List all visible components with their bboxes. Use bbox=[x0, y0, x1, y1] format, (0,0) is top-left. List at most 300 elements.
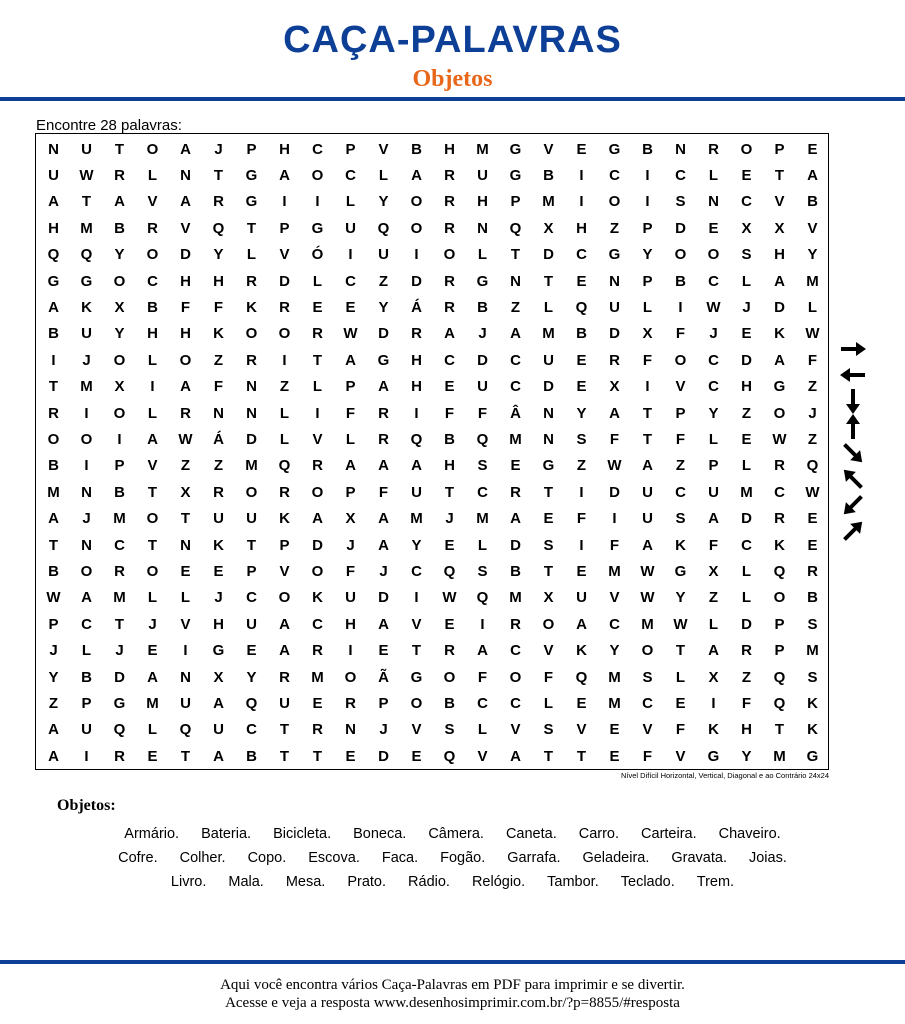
grid-cell: I bbox=[282, 193, 287, 211]
grid-cell: U bbox=[213, 721, 224, 739]
grid-cell: A bbox=[312, 510, 323, 528]
grid-cell: W bbox=[706, 299, 721, 317]
grid-cell: H bbox=[444, 457, 455, 475]
grid-cell: L bbox=[543, 299, 554, 317]
grid-cell: V bbox=[180, 219, 191, 237]
grid-cell: O bbox=[542, 615, 555, 633]
grid-cell: A bbox=[114, 193, 125, 211]
grid-cell: L bbox=[81, 642, 92, 660]
grid-cell: O bbox=[245, 483, 258, 501]
grid-cell: A bbox=[378, 457, 389, 475]
grid-cell: B bbox=[114, 219, 125, 237]
word-list-item: Teclado. bbox=[620, 874, 675, 890]
grid-cell: G bbox=[608, 246, 621, 264]
grid-cell: A bbox=[576, 615, 587, 633]
grid-cell: T bbox=[147, 536, 158, 554]
grid-cell: L bbox=[741, 272, 752, 290]
grid-cell: R bbox=[378, 404, 389, 422]
grid-cell: I bbox=[348, 642, 353, 660]
grid-cell: R bbox=[180, 404, 191, 422]
grid-cell: M bbox=[113, 510, 126, 528]
grid-cell: A bbox=[378, 510, 389, 528]
grid-cell: L bbox=[741, 589, 752, 607]
grid-cell: T bbox=[774, 167, 785, 185]
grid-cell: Q bbox=[509, 219, 522, 237]
grid-cell: B bbox=[642, 140, 653, 158]
grid-cell: I bbox=[645, 193, 650, 211]
grid-cell: M bbox=[476, 510, 489, 528]
grid-cell: G bbox=[212, 642, 225, 660]
grid-cell: K bbox=[213, 325, 224, 343]
word-list-item: Bateria. bbox=[201, 826, 252, 842]
grid-cell: E bbox=[741, 167, 752, 185]
grid-cell: L bbox=[708, 167, 719, 185]
grid-cell: L bbox=[477, 721, 488, 739]
grid-cell: L bbox=[147, 589, 158, 607]
grid-cell: O bbox=[509, 668, 522, 686]
grid-cell: S bbox=[477, 562, 488, 580]
grid-cell: H bbox=[477, 193, 488, 211]
grid-cell: O bbox=[410, 193, 423, 211]
grid-cell: T bbox=[213, 167, 224, 185]
grid-cell: U bbox=[378, 246, 389, 264]
grid-cell: A bbox=[279, 167, 290, 185]
grid-cell: V bbox=[642, 721, 653, 739]
grid-cell: R bbox=[444, 299, 455, 317]
grid-cell: J bbox=[115, 642, 124, 660]
grid-cell: R bbox=[279, 299, 290, 317]
grid-cell: H bbox=[741, 378, 752, 396]
grid-cell: E bbox=[510, 457, 521, 475]
grid-cell: O bbox=[641, 642, 654, 660]
grid-cell: Q bbox=[476, 589, 489, 607]
grid-cell: S bbox=[477, 457, 488, 475]
grid-cell: M bbox=[806, 272, 819, 290]
grid-cell: E bbox=[741, 325, 752, 343]
grid-cell: G bbox=[80, 272, 93, 290]
grid-cell: G bbox=[674, 562, 687, 580]
grid-cell: F bbox=[477, 668, 488, 686]
grid-cell: M bbox=[608, 694, 621, 712]
grid-cell: E bbox=[609, 721, 620, 739]
grid-cell: M bbox=[146, 694, 159, 712]
grid-cell: P bbox=[510, 193, 521, 211]
up-arrow-icon bbox=[836, 414, 870, 440]
grid-cell: R bbox=[741, 642, 752, 660]
word-list-row bbox=[30, 822, 875, 846]
grid-cell: N bbox=[246, 404, 257, 422]
grid-cell: U bbox=[477, 167, 488, 185]
grid-cell: X bbox=[543, 219, 554, 237]
grid-cell: O bbox=[146, 562, 159, 580]
footer bbox=[0, 976, 905, 1012]
grid-cell: T bbox=[444, 483, 455, 501]
grid-cell: O bbox=[146, 140, 159, 158]
grid-cell: I bbox=[117, 430, 122, 448]
grid-cell: X bbox=[741, 219, 752, 237]
grid-cell: E bbox=[411, 747, 422, 765]
grid-cell: P bbox=[774, 615, 785, 633]
grid-cell: I bbox=[84, 747, 89, 765]
grid-cell: B bbox=[48, 562, 59, 580]
grid-cell: Y bbox=[807, 246, 818, 264]
grid-cell: M bbox=[47, 483, 60, 501]
grid-cell: M bbox=[113, 589, 126, 607]
grid-cell: A bbox=[48, 299, 59, 317]
word-list-item: Geladeira. bbox=[582, 850, 650, 866]
grid-cell: G bbox=[245, 167, 258, 185]
grid-cell: E bbox=[675, 694, 686, 712]
grid-cell: U bbox=[246, 510, 257, 528]
grid-cell: K bbox=[81, 299, 92, 317]
grid-cell: C bbox=[609, 167, 620, 185]
word-list-item: Cofre. bbox=[118, 850, 158, 866]
grid-cell: D bbox=[543, 378, 554, 396]
grid-cell: G bbox=[113, 694, 126, 712]
grid-cell: E bbox=[741, 430, 752, 448]
up-right-arrow-icon bbox=[836, 518, 870, 544]
grid-cell: L bbox=[708, 615, 719, 633]
grid-cell: F bbox=[576, 510, 587, 528]
grid-cell: Y bbox=[411, 536, 422, 554]
grid-cell: L bbox=[180, 589, 191, 607]
grid-cell: K bbox=[807, 694, 818, 712]
grid-cell: D bbox=[741, 510, 752, 528]
grid-cell: U bbox=[213, 510, 224, 528]
grid-cell: W bbox=[673, 615, 688, 633]
grid-cell: B bbox=[576, 325, 587, 343]
grid-cell: Q bbox=[806, 457, 819, 475]
grid-cell: R bbox=[312, 325, 323, 343]
grid-cell: J bbox=[478, 325, 487, 343]
grid-cell: U bbox=[279, 694, 290, 712]
grid-cell: O bbox=[245, 325, 258, 343]
grid-cell: L bbox=[708, 430, 719, 448]
grid-cell: D bbox=[609, 483, 620, 501]
grid-cell: I bbox=[711, 694, 716, 712]
grid-cell: V bbox=[510, 721, 521, 739]
footer-line-2: Acesse e veja a resposta www.desenhosimprimir.com.br/?p=8855/#resposta bbox=[225, 995, 680, 1011]
grid-cell: K bbox=[213, 536, 224, 554]
grid-cell: S bbox=[444, 721, 455, 739]
grid-cell: Y bbox=[378, 299, 389, 317]
grid-cell: O bbox=[674, 246, 687, 264]
grid-cell: A bbox=[708, 510, 719, 528]
grid-cell: P bbox=[279, 536, 290, 554]
grid-cell: F bbox=[741, 694, 752, 712]
word-list-item: Faca. bbox=[381, 850, 419, 866]
grid-cell: C bbox=[510, 351, 521, 369]
grid-cell: Z bbox=[807, 430, 818, 448]
grid-cell: A bbox=[378, 615, 389, 633]
grid-cell: I bbox=[84, 404, 89, 422]
grid-cell: D bbox=[741, 351, 752, 369]
grid-cell: Q bbox=[476, 430, 489, 448]
grid-cell: N bbox=[477, 219, 488, 237]
grid-cell: O bbox=[707, 246, 720, 264]
grid-cell: P bbox=[708, 457, 719, 475]
grid-cell: U bbox=[48, 167, 59, 185]
grid-cell: O bbox=[113, 272, 126, 290]
down-arrow-icon bbox=[836, 388, 870, 414]
grid-cell: H bbox=[213, 272, 224, 290]
instruction-text: Encontre 28 palavras: bbox=[36, 117, 182, 134]
grid-cell: K bbox=[807, 721, 818, 739]
word-list-row bbox=[30, 870, 875, 894]
grid-cell: A bbox=[774, 272, 785, 290]
grid-cell: P bbox=[642, 219, 653, 237]
grid-cell: W bbox=[805, 325, 820, 343]
grid-cell: O bbox=[278, 589, 291, 607]
grid-cell: T bbox=[510, 246, 521, 264]
grid-cell: E bbox=[576, 272, 587, 290]
grid-cell: W bbox=[79, 167, 94, 185]
grid-cell: A bbox=[444, 325, 455, 343]
grid-cell: B bbox=[48, 457, 59, 475]
grid-cell: W bbox=[640, 562, 655, 580]
grid-cell: A bbox=[642, 457, 653, 475]
grid-cell: M bbox=[806, 642, 819, 660]
grid-cell: C bbox=[312, 615, 323, 633]
grid-cell: B bbox=[81, 668, 92, 686]
grid-cell: U bbox=[81, 721, 92, 739]
grid-cell: D bbox=[741, 615, 752, 633]
grid-cell: Ó bbox=[311, 246, 324, 264]
grid-cell: A bbox=[477, 642, 488, 660]
grid-cell: T bbox=[114, 615, 125, 633]
grid-cell: C bbox=[708, 378, 719, 396]
grid-cell: E bbox=[213, 562, 224, 580]
grid-cell: R bbox=[774, 457, 785, 475]
grid-cell: J bbox=[82, 351, 91, 369]
grid-cell: H bbox=[576, 219, 587, 237]
grid-cell: V bbox=[147, 193, 158, 211]
grid-cell: L bbox=[312, 378, 323, 396]
grid-cell: T bbox=[48, 378, 59, 396]
grid-cell: O bbox=[47, 430, 60, 448]
direction-legend bbox=[836, 336, 870, 544]
footer-line-1: Aqui você encontra vários Caça-Palavras em PDF para imprimir e se divertir. bbox=[220, 977, 685, 993]
grid-cell: R bbox=[807, 562, 818, 580]
word-list-item: Mala. bbox=[228, 874, 264, 890]
grid-cell: O bbox=[344, 668, 357, 686]
grid-cell: T bbox=[279, 721, 290, 739]
grid-cell: I bbox=[579, 536, 584, 554]
grid-cell: F bbox=[609, 430, 620, 448]
grid-cell: X bbox=[114, 378, 125, 396]
grid-cell: N bbox=[180, 668, 191, 686]
grid-cell: Á bbox=[213, 430, 224, 448]
grid-cell: V bbox=[147, 457, 158, 475]
grid-cell: D bbox=[477, 351, 488, 369]
grid-cell: Z bbox=[741, 668, 752, 686]
grid-cell: J bbox=[49, 642, 58, 660]
grid-cell: Ã bbox=[378, 668, 389, 686]
grid-cell: Q bbox=[773, 562, 786, 580]
grid-cell: X bbox=[708, 668, 719, 686]
grid-cell: A bbox=[510, 510, 521, 528]
grid-cell: M bbox=[476, 140, 489, 158]
grid-cell: D bbox=[543, 246, 554, 264]
grid-cell: R bbox=[444, 642, 455, 660]
grid-cell: L bbox=[246, 246, 257, 264]
grid-cell: I bbox=[678, 299, 683, 317]
grid-cell: E bbox=[576, 351, 587, 369]
grid-cell: O bbox=[410, 694, 423, 712]
grid-cell: A bbox=[510, 325, 521, 343]
grid-cell: V bbox=[279, 562, 290, 580]
grid-cell: A bbox=[345, 351, 356, 369]
grid-cell: C bbox=[477, 483, 488, 501]
grid-cell: V bbox=[675, 378, 686, 396]
grid-cell: G bbox=[806, 747, 819, 765]
grid-cell: Q bbox=[47, 246, 60, 264]
grid-cell: A bbox=[180, 378, 191, 396]
grid-cell: R bbox=[411, 325, 422, 343]
word-list-item: Fogão. bbox=[440, 850, 486, 866]
grid-cell: L bbox=[279, 404, 290, 422]
word-list-item: Rádio. bbox=[408, 874, 450, 890]
grid-cell: E bbox=[345, 299, 356, 317]
grid-cell: W bbox=[46, 589, 61, 607]
grid-cell: M bbox=[608, 668, 621, 686]
grid-cell: J bbox=[82, 510, 91, 528]
grid-cell: N bbox=[708, 193, 719, 211]
word-list bbox=[30, 822, 875, 894]
grid-cell: O bbox=[179, 351, 192, 369]
grid-cell: H bbox=[213, 615, 224, 633]
grid-cell: F bbox=[213, 378, 224, 396]
grid-cell: O bbox=[773, 404, 786, 422]
grid-cell: U bbox=[708, 483, 719, 501]
word-list-item: Câmera. bbox=[428, 826, 484, 842]
grid-cell: X bbox=[114, 299, 125, 317]
grid-cell: N bbox=[345, 721, 356, 739]
grid-cell: N bbox=[543, 404, 554, 422]
word-list-item: Carro. bbox=[578, 826, 620, 842]
grid-cell: P bbox=[345, 140, 356, 158]
grid-cell: P bbox=[114, 457, 125, 475]
grid-cell: Y bbox=[114, 246, 125, 264]
grid-cell: X bbox=[180, 483, 191, 501]
grid-cell: L bbox=[807, 299, 818, 317]
grid-cell: D bbox=[378, 325, 389, 343]
down-right-arrow-icon bbox=[836, 440, 870, 466]
grid-cell: P bbox=[345, 378, 356, 396]
grid-cell: R bbox=[114, 562, 125, 580]
grid-cell: J bbox=[346, 536, 355, 554]
grid-cell: Z bbox=[180, 457, 191, 475]
grid-cell: G bbox=[410, 668, 423, 686]
grid-cell: B bbox=[114, 483, 125, 501]
grid-cell: G bbox=[542, 457, 555, 475]
grid-cell: L bbox=[477, 246, 488, 264]
grid-cell: R bbox=[147, 219, 158, 237]
grid-cell: E bbox=[807, 536, 818, 554]
grid-cell: T bbox=[642, 404, 653, 422]
grid-cell: C bbox=[675, 167, 686, 185]
grid-cell: A bbox=[180, 193, 191, 211]
grid-cell: E bbox=[345, 747, 356, 765]
grid-cell: F bbox=[543, 668, 554, 686]
grid-cell: H bbox=[180, 325, 191, 343]
grid-cell: K bbox=[774, 325, 785, 343]
grid-cell: U bbox=[642, 510, 653, 528]
grid-cell: O bbox=[146, 246, 159, 264]
grid-cell: I bbox=[414, 589, 419, 607]
grid-cell: R bbox=[444, 167, 455, 185]
grid-cell: E bbox=[378, 642, 389, 660]
grid-cell: Z bbox=[279, 378, 290, 396]
grid-cell: B bbox=[147, 299, 158, 317]
grid-cell: L bbox=[741, 457, 752, 475]
grid-cell: M bbox=[509, 430, 522, 448]
grid-cell: A bbox=[213, 747, 224, 765]
grid-cell: N bbox=[675, 140, 686, 158]
grid-cell: V bbox=[807, 219, 818, 237]
grid-cell: Y bbox=[642, 246, 653, 264]
grid-cell: R bbox=[48, 404, 59, 422]
grid-cell: S bbox=[543, 721, 554, 739]
grid-cell: V bbox=[543, 140, 554, 158]
word-list-item: Relógio. bbox=[471, 874, 526, 890]
grid-cell: T bbox=[180, 747, 191, 765]
word-list-item: Escova. bbox=[308, 850, 360, 866]
word-search-grid bbox=[36, 136, 829, 769]
word-search-grid-frame bbox=[35, 133, 829, 770]
grid-cell: O bbox=[443, 668, 456, 686]
grid-cell: Z bbox=[675, 457, 686, 475]
grid-cell: I bbox=[51, 351, 56, 369]
grid-cell: U bbox=[477, 378, 488, 396]
grid-cell: V bbox=[675, 747, 686, 765]
grid-cell: Y bbox=[675, 589, 686, 607]
grid-cell: Q bbox=[278, 457, 291, 475]
grid-cell: A bbox=[378, 378, 389, 396]
grid-cell: R bbox=[213, 483, 224, 501]
grid-cell: E bbox=[180, 562, 191, 580]
grid-cell: C bbox=[246, 721, 257, 739]
right-arrow-icon bbox=[836, 336, 870, 362]
grid-cell: M bbox=[245, 457, 258, 475]
grid-cell: K bbox=[708, 721, 719, 739]
grid-cell: T bbox=[48, 536, 59, 554]
grid-cell: X bbox=[642, 325, 653, 343]
grid-cell: A bbox=[48, 193, 59, 211]
grid-cell: S bbox=[675, 510, 686, 528]
grid-cell: Q bbox=[773, 694, 786, 712]
grid-cell: I bbox=[579, 193, 584, 211]
grid-cell: M bbox=[80, 378, 93, 396]
grid-cell: H bbox=[741, 721, 752, 739]
grid-cell: F bbox=[675, 430, 686, 448]
grid-cell: Z bbox=[576, 457, 587, 475]
grid-cell: Y bbox=[213, 246, 224, 264]
grid-cell: Z bbox=[510, 299, 521, 317]
grid-cell: T bbox=[543, 272, 554, 290]
grid-cell: I bbox=[348, 246, 353, 264]
difficulty-note: Nível Difícil Horizontal, Vertical, Diagonal e ao Contrário 24x24 bbox=[620, 771, 829, 780]
grid-cell: R bbox=[246, 272, 257, 290]
grid-cell: C bbox=[510, 378, 521, 396]
grid-cell: E bbox=[246, 642, 257, 660]
grid-cell: B bbox=[807, 589, 818, 607]
grid-cell: E bbox=[543, 510, 554, 528]
grid-cell: F bbox=[444, 404, 455, 422]
grid-cell: C bbox=[477, 694, 488, 712]
grid-cell: O bbox=[773, 589, 786, 607]
grid-cell: R bbox=[114, 167, 125, 185]
